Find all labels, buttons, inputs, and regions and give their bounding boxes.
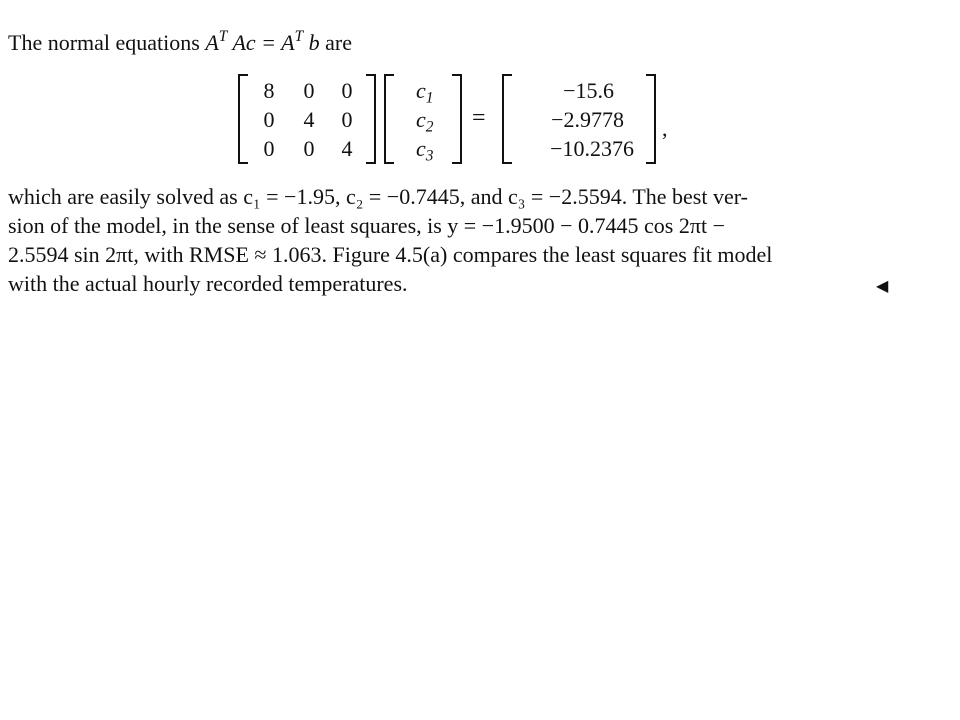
unknown-c3: $c_3$	[416, 136, 434, 165]
paragraph-line-3: 2.5594 sin 2πt, with RMSE ≈ 1.063. Figure 4.5(a) compares the least squares fit model	[8, 242, 773, 267]
unknown-c2: $c_2$	[416, 107, 434, 136]
intro-math-a: A	[205, 30, 219, 55]
rhs-value: −2.9778	[551, 107, 624, 132]
rhs-right-bracket	[646, 74, 656, 164]
matrix-right-bracket	[366, 74, 376, 164]
normal-equation-display	[238, 72, 678, 168]
equals-sign: =	[472, 105, 486, 131]
rhs-value: −10.2376	[550, 136, 634, 161]
paragraph-line-1: which are easily solved as c₁ = −1.95, c₂ = −0.7445, and c₃ = −2.5594. The best ver-	[8, 184, 748, 209]
vector-left-bracket	[384, 74, 394, 164]
matrix-cell: 0	[263, 136, 275, 161]
rhs-value: −15.6	[563, 78, 614, 103]
intro-sup-t1: T	[218, 27, 228, 45]
matrix-cell: 0	[303, 78, 315, 103]
matrix-left-bracket	[238, 74, 248, 164]
vector-right-bracket	[452, 74, 462, 164]
end-of-example-marker: ◀	[876, 278, 889, 295]
matrix-cell: 4	[341, 136, 353, 161]
paragraph-line-4: with the actual hourly recorded temperatures.	[8, 271, 408, 296]
intro-tail: are	[319, 30, 352, 55]
intro-sup-t2: T	[294, 27, 304, 45]
intro-math-ac: Ac = A	[227, 30, 295, 55]
intro-line	[8, 27, 352, 55]
intro-math-b: b	[308, 30, 320, 55]
equation-comma: ,	[662, 116, 668, 141]
matrix-cell: 8	[263, 78, 275, 103]
matrix-cell: 4	[303, 107, 315, 132]
matrix-cell: 0	[341, 78, 353, 103]
paragraph-line-2: sion of the model, in the sense of least squares, is y = −1.9500 − 0.7445 cos 2πt −	[8, 213, 725, 238]
matrix-cell: 0	[341, 107, 353, 132]
matrix-cell: 0	[303, 136, 315, 161]
unknown-c1: $c_1$	[416, 78, 434, 107]
matrix-cell: 0	[263, 107, 275, 132]
intro-text: The normal equations	[8, 30, 200, 55]
